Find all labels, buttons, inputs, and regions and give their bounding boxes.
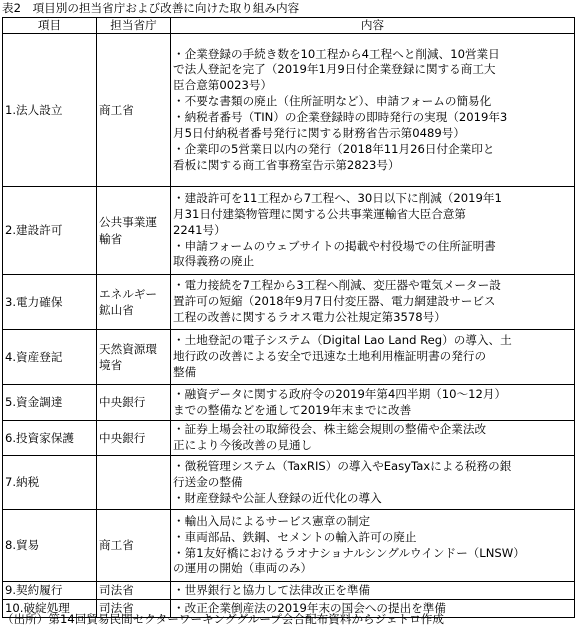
row-item: 8.貿易 [3,510,97,582]
content-line: ・企業印の5営業日以内の発行（2018年11月26日付企業印と [173,141,495,156]
content-line: ・財産登録や公証人登録の近代化の導入 [173,490,382,505]
content-line: ・電力接続を7工程から3工程へ削減、変圧器や電気メーター設 [173,278,501,293]
row-content [171,187,575,275]
content-line: ・土地登記の電子システム（Digital Lao Land Reg）の導入、土 [173,333,512,348]
row-ministry: 中央銀行 [97,385,171,421]
content-line: ・納税者番号（TIN）の企業登録時の即時発行の実現（2019年3 [173,110,508,125]
source-note: （出所）第14回貿易民間セクターワーキンググループ会合配布資料からジェトロ作成 [2,612,444,626]
table-row [3,385,575,421]
content-line: までの整備などを通して2019年末までに改善 [173,402,412,417]
row-ministry: エネルギー鉱山省 [97,275,171,330]
row-item: 3.電力確保 [3,275,97,330]
content-line: ・第1友好橋におけるラオナショナルシングルウインドー（LNSW） [173,545,525,560]
row-item: 4.資産登記 [3,330,97,385]
content-line: ・建設許可を11工程から7工程へ、30日以下に削減（2019年1 [173,190,502,205]
content-line: 正により今後改善の見通し [173,438,313,453]
content-line: 月5日付納税者番号発行に関する財務省告示第0489号） [173,125,465,140]
header-row [3,18,575,34]
row-item: 5.資金調達 [3,385,97,421]
content-line: ・徴税管理システム（TaxRIS）の導入やEasyTaxによる税務の銀 [173,458,512,473]
row-item: 1.法人設立 [3,34,97,187]
header-content: 内容 [171,18,575,34]
table-row [3,456,575,510]
table-row [3,510,575,582]
row-ministry: 商工省 [97,510,171,582]
content-line: ・改正企業倒産法の2019年末の国会への提出を準備 [173,600,446,615]
content-line: 臣合意第0023号） [173,78,273,93]
content-line: 置許可の短縮（2018年9月7日付変圧器、電力網建設サービス [173,294,496,309]
content-line: で法人登記を完了（2019年1月9日付企業登録に関する商工大 [173,62,496,77]
content-line: ・車両部品、鉄鋼、セメントの輸入許可の廃止 [173,529,417,544]
content-line: 2241号） [173,222,226,237]
row-content [171,330,575,385]
content-line: の運用の開始（車両のみ） [173,561,313,576]
row-content [171,275,575,330]
row-ministry: 司法省 [97,582,171,600]
row-content [171,421,575,456]
table-row [3,330,575,385]
row-item: 9.契約履行 [3,582,97,600]
row-item: 7.納税 [3,456,97,510]
row-content [171,456,575,510]
content-line: ・輸出入局によるサービス憲章の制定 [173,513,371,528]
content-line: 整備 [173,365,197,379]
row-content [171,385,575,421]
row-ministry [97,456,171,510]
measures-table [2,17,575,618]
content-line: ・融資データに関する政府令の2019年第4四半期（10～12月） [173,386,507,401]
row-item: 2.建設許可 [3,187,97,275]
table-row [3,34,575,187]
row-item: 10.破綻処理 [3,600,97,618]
content-line: 月31日付建築物管理に関する公共事業運輸省大臣合意第 [173,206,467,221]
content-line: ・申請フォームのウェブサイトの掲載や村役場での住所証明書 [173,238,496,253]
row-ministry: 公共事業運輸省 [97,187,171,275]
row-content [171,34,575,187]
header-item: 項目 [3,18,97,34]
row-ministry: 天然資源環境省 [97,330,171,385]
content-line: 取得義務の廃止 [173,254,255,269]
row-ministry: 商工省 [97,34,171,187]
row-content [171,510,575,582]
content-line: ・企業登録の手続き数を10工程から4工程へと削減、10営業日 [173,46,500,61]
content-line: 地行政の改善による安全で迅速な土地利用権証明書の発行の [173,349,487,364]
content-line: ・不要な書類の廃止（住所証明など）、申請フォームの簡易化 [173,94,492,109]
content-line: 看板に関する商工省事務室告示第2823号） [173,157,400,172]
content-line: 行送金の整備 [173,474,243,489]
table-row [3,421,575,456]
table-row [3,187,575,275]
content-line: ・証券上場会社の取締役会、株主総会規則の整備や企業法改 [173,422,487,437]
header-ministry: 担当省庁 [97,18,171,34]
table-row [3,275,575,330]
table-row [3,582,575,600]
row-ministry: 司法省 [97,600,171,618]
row-item: 6.投資家保護 [3,421,97,456]
table-caption: 表2 項目別の担当省庁および改善に向けた取り組み内容 [2,1,300,15]
content-line: 工程の改善に関するラオス電力公社規定第3578号） [173,310,446,324]
row-ministry: 中央銀行 [97,421,171,456]
content-line: ・世界銀行と協力して法律改正を準備 [173,582,371,597]
table-body [3,34,575,618]
row-content [171,582,575,600]
